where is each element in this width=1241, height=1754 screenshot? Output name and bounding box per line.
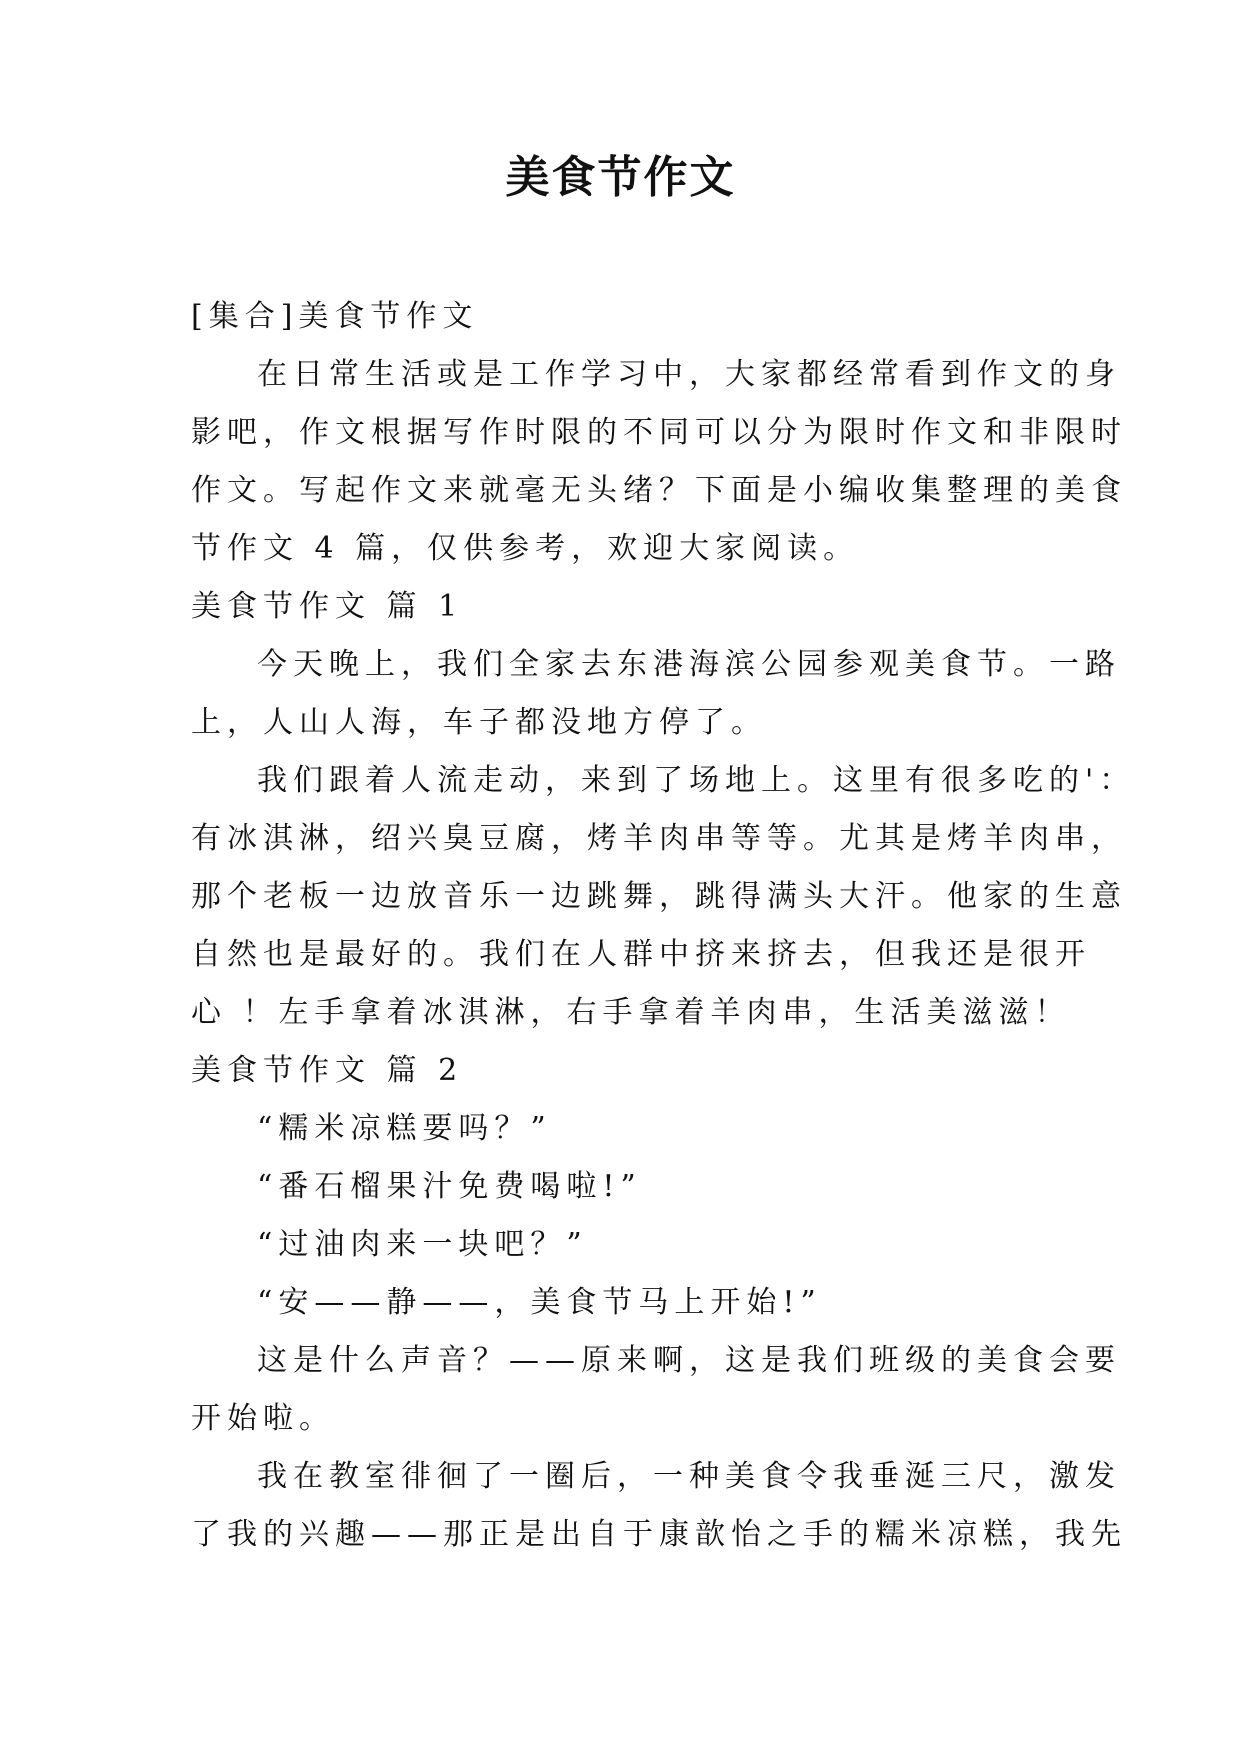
text-line: 那个老板一边放音乐一边跳舞，跳得满头大汗。他家的生意 bbox=[191, 879, 1127, 914]
text-line: “番石榴果汁免费喝啦!” bbox=[257, 1169, 642, 1204]
text-line: [集合]美食节作文 bbox=[191, 299, 479, 334]
text-line: 作文。写起作文来就毫无头绪？下面是小编收集整理的美食 bbox=[191, 473, 1127, 508]
text-line: 影吧，作文根据写作时限的不同可以分为限时作文和非限时 bbox=[191, 415, 1127, 450]
document-body bbox=[191, 288, 1136, 1564]
text-line: 这是什么声音？——原来啊，这是我们班级的美食会要 bbox=[257, 1343, 1121, 1378]
text-line: “过油肉来一块吧？” bbox=[257, 1227, 588, 1262]
text-line: 了我的兴趣——那正是出自于康歆怡之手的糯米凉糕，我先 bbox=[191, 1517, 1127, 1552]
text-line: 节作文 4 篇，仅供参考，欢迎大家阅读。 bbox=[191, 531, 860, 566]
text-line: 心 ！左手拿着冰淇淋，右手拿着羊肉串，生活美滋滋！ bbox=[191, 995, 1071, 1030]
document-title: 美食节作文 bbox=[505, 152, 736, 203]
text-line: 有冰淇淋，绍兴臭豆腐，烤羊肉串等等。尤其是烤羊肉串， bbox=[191, 821, 1127, 856]
text-line: 开始啦。 bbox=[191, 1401, 335, 1436]
text-line: 自然也是最好的。我们在人群中挤来挤去，但我还是很开 bbox=[191, 937, 1091, 972]
text-line: 美食节作文 篇 1 bbox=[191, 589, 464, 624]
text-line: 今天晚上，我们全家去东港海滨公园参观美食节。一路 bbox=[257, 647, 1121, 682]
text-line: 我在教室徘徊了一圈后，一种美食令我垂涎三尺，激发 bbox=[257, 1459, 1121, 1494]
text-line: “糯米凉糕要吗？” bbox=[257, 1111, 552, 1146]
text-line: 美食节作文 篇 2 bbox=[191, 1053, 464, 1088]
text-line: 在日常生活或是工作学习中，大家都经常看到作文的身 bbox=[257, 357, 1121, 392]
text-line: “安——静——，美食节马上开始!” bbox=[257, 1285, 822, 1320]
text-line: 我们跟着人流走动，来到了场地上。这里有很多吃的'： bbox=[257, 763, 1136, 798]
text-line: 上，人山人海，车子都没地方停了。 bbox=[191, 705, 767, 740]
